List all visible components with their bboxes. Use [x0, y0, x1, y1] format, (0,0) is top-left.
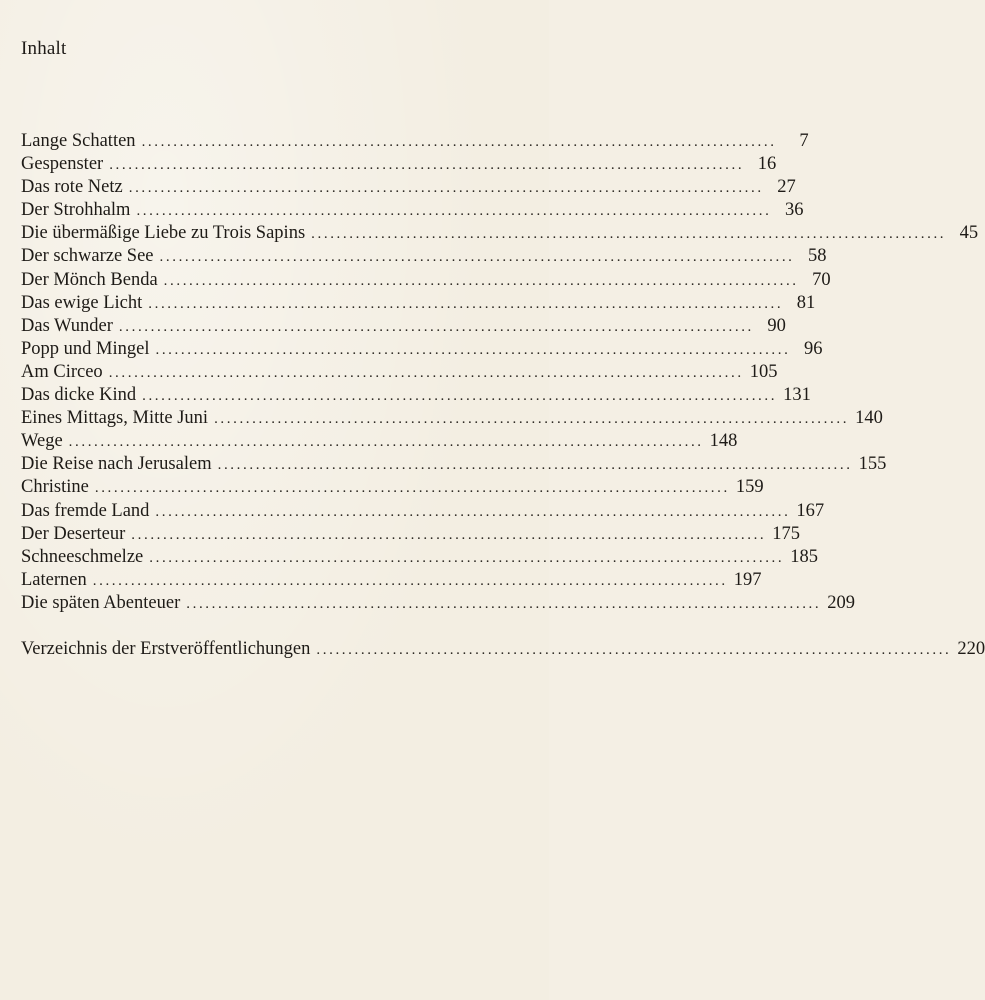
- leader-dots: ....................................................................................................: [108, 364, 744, 381]
- toc-entry-page: 185: [790, 546, 818, 567]
- toc-entry: [21, 453, 887, 476]
- toc-entry: [21, 245, 827, 268]
- toc-entry: [21, 130, 809, 153]
- toc-entry-title: Lange Schatten: [21, 131, 136, 151]
- leader-dots: ....................................................................................................: [214, 411, 850, 428]
- toc-entry: [21, 153, 777, 176]
- toc-entry-title: Der Deserteur: [21, 523, 126, 544]
- toc-entry-page: 90: [767, 315, 786, 336]
- toc-entry: [21, 361, 778, 384]
- toc-entry-title: Die späten Abenteuer: [21, 592, 181, 613]
- toc-entry: [21, 199, 804, 222]
- leader-dots: ....................................................................................................: [118, 318, 754, 335]
- toc-entry-page: 81: [796, 292, 816, 313]
- toc-entry: [21, 476, 764, 499]
- toc-entry-page: 36: [784, 200, 804, 221]
- toc-entry-page: 148: [709, 431, 738, 452]
- toc-entry-page: 105: [749, 361, 778, 382]
- toc-entry: [21, 500, 825, 523]
- leader-dots: ....................................................................................................: [148, 295, 784, 312]
- leader-dots: ....................................................................................................: [155, 503, 791, 520]
- toc-entry: [21, 523, 801, 546]
- toc-entry-page: 220: [957, 638, 985, 659]
- leader-dots: ....................................................................................................: [68, 434, 704, 451]
- toc-entry-title: Das fremde Land: [21, 500, 150, 521]
- toc-entry-title: Der Strohhalm: [21, 200, 131, 221]
- toc-entry-page: 131: [783, 385, 811, 406]
- section-spacer: [21, 615, 510, 638]
- toc-entry-title: Am Circeo: [21, 361, 103, 382]
- leader-dots: ....................................................................................................: [186, 595, 822, 612]
- toc-entry-title: Verzeichnis der Erstveröffentlichungen: [21, 638, 311, 659]
- toc-entry-page: 209: [827, 592, 855, 613]
- toc-entry-title: Wege: [21, 431, 63, 452]
- toc-entry-title: Das Wunder: [21, 315, 113, 336]
- page-heading: Inhalt: [21, 38, 67, 59]
- toc-entry-page: 96: [803, 338, 823, 359]
- toc-entry: [21, 292, 816, 315]
- toc-entry-title: Das dicke Kind: [21, 385, 137, 406]
- leader-dots: ....................................................................................................: [92, 572, 728, 589]
- toc-entry-title: Die übermäßige Liebe zu Trois Sapins: [21, 223, 306, 244]
- toc-entry: [21, 430, 738, 453]
- toc-entry: [21, 338, 823, 361]
- toc-entry-page: 197: [733, 569, 762, 590]
- toc-entry-page: 140: [855, 408, 883, 429]
- toc-entry: [21, 269, 831, 292]
- toc-entry-title: Eines Mittags, Mitte Juni: [21, 408, 209, 429]
- toc-entry-page: 27: [777, 177, 796, 198]
- toc-entry-appendix: [21, 638, 985, 661]
- toc-entry-page: 7: [799, 131, 809, 151]
- toc-entry-title: Das ewige Licht: [21, 292, 143, 313]
- toc-entry-title: Laternen: [21, 569, 87, 590]
- leader-dots: ....................................................................................................: [155, 341, 791, 358]
- toc-entry-page: 58: [808, 246, 827, 267]
- leader-dots: ....................................................................................................: [217, 457, 853, 474]
- toc-entry-page: 70: [812, 269, 831, 290]
- toc-entry: [21, 315, 786, 338]
- toc-entry-title: Der schwarze See: [21, 246, 154, 267]
- leader-dots: ....................................................................................................: [128, 180, 764, 197]
- toc-entry-title: Der Mönch Benda: [21, 269, 158, 290]
- toc-entry: [21, 176, 796, 199]
- toc-entry-page: 159: [735, 477, 764, 498]
- leader-dots: ....................................................................................................: [163, 272, 799, 289]
- leader-dots: ....................................................................................................: [149, 549, 785, 566]
- toc-entry-page: 45: [959, 223, 979, 244]
- toc-entry-page: 175: [772, 523, 801, 544]
- leader-dots: ....................................................................................................: [136, 203, 772, 220]
- leader-dots: ....................................................................................................: [131, 526, 767, 543]
- toc-entry-title: Das rote Netz: [21, 177, 123, 198]
- leader-dots: ....................................................................................................: [141, 134, 777, 150]
- toc-entry-title: Popp und Mingel: [21, 338, 150, 359]
- leader-dots: ....................................................................................................: [159, 249, 795, 266]
- toc-entry-page: 16: [757, 154, 777, 175]
- toc-entry: [21, 384, 811, 407]
- toc-entry-page: 167: [796, 500, 825, 521]
- toc-entry-title: Christine: [21, 477, 89, 498]
- leader-dots: ....................................................................................................: [142, 388, 778, 405]
- toc-entry-title: Schneeschmelze: [21, 546, 144, 567]
- toc-entry: [21, 546, 818, 569]
- toc-entry-title: Gespenster: [21, 154, 104, 175]
- table-of-contents: [21, 130, 985, 661]
- toc-entry: [21, 569, 762, 592]
- toc-entry: [21, 407, 883, 430]
- leader-dots: ....................................................................................................: [94, 480, 730, 497]
- toc-entry: [21, 592, 855, 615]
- leader-dots: ....................................................................................................: [316, 641, 952, 658]
- leader-dots: ....................................................................................................: [109, 157, 745, 174]
- toc-entry: [21, 222, 979, 245]
- leader-dots: ....................................................................................................: [311, 226, 947, 243]
- toc-entry-title: Die Reise nach Jerusalem: [21, 454, 212, 475]
- toc-entry-page: 155: [858, 454, 887, 475]
